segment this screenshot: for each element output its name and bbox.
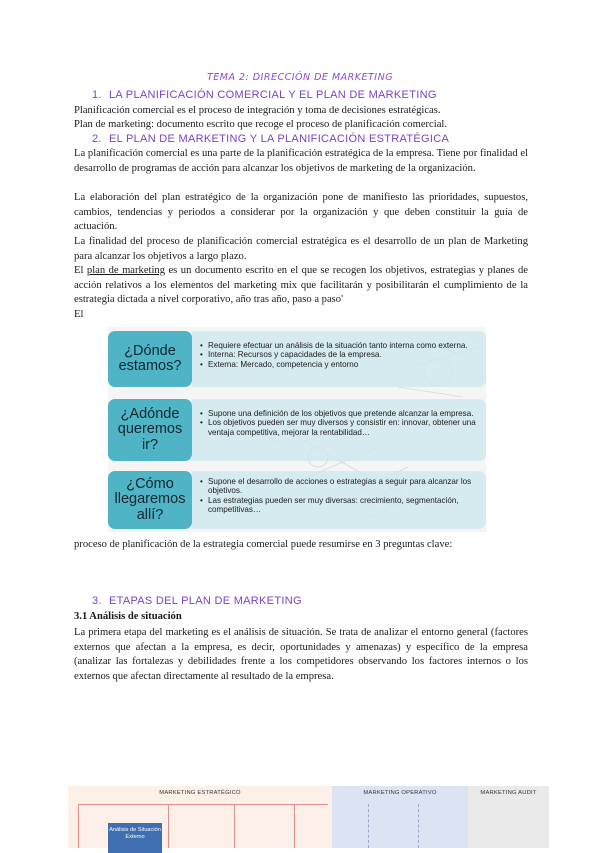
p4-rest: es un documento escrito en el que se recogen los objetivos, estrategias y planes de acción relativos a los elementos del marketing mix que facilitarán y posibilitarán el cumplimiento de la estrategia dictada a nivel corporativo, año tras año, paso a paso' [74,265,528,306]
diagram-column-line [294,804,295,848]
section-2-paragraph-3: La finalidad del proceso de planificación comercial estratégica es el desarrollo de un plan de Marketing para alcanzar los objetivos a largo plazo. [74,236,528,262]
section-2-heading [92,133,449,145]
section-2-number: 2. [92,133,102,145]
section-2-paragraph-5-start: El [74,309,84,320]
question-2-panel [192,399,486,461]
question-3-label: ¿Cómo llegaremos allí? [114,475,186,523]
zone-audit [468,786,549,848]
section-2-paragraph-5-end: proceso de planificación de la estrategia comercial puede resumirse en 3 preguntas clave: [74,539,453,550]
section-2-paragraph-4 [74,264,528,308]
diagram-column-line [234,804,235,848]
zone-strategic-label: MARKETING ESTRATÉGICO [159,790,241,796]
question-2-label: ¿Adónde queremos ir? [117,405,183,453]
three-questions-figure [108,327,486,532]
p4-prefix: El [74,265,87,276]
question-1-bullet-1: • Requiere efectuar un análisis de la situación tanto interna como externa. [200,341,478,350]
question-1-bullet-3: • Externa: Mercado, competencia y entorno [200,360,478,369]
question-3-box [108,471,192,529]
page-title: TEMA 2: DIRECCIÓN DE MARKETING [206,72,394,83]
question-1-bullet-2: • Interna: Recursos y capacidades de la empresa. [200,350,478,359]
zone-audit-label: MARKETING AUDIT [480,790,537,796]
question-3-bullet-2: • Las estrategias pueden ser muy diversas: crecimiento, segmentación, competitivas… [200,496,478,515]
situation-analysis-box: Análisis de Situación Externo [108,823,162,853]
section-3-paragraph: La primera etapa del marketing es el análisis de situación. Se trata de analizar el entorno general (factores externos que afectan a la empresa, es decir, oportunidades y amenazas) y específico de la empresa (analizar las fortalezas y debilidades frente a los competidores observando los factores internos o los externos que afectan directamente al resultado de la empresa. [74,627,528,682]
section-2-paragraph-2: La elaboración del plan estratégico de la organización pone de manifiesto las prioridades, supuestos, cambios, tendencias y periodos a considerar por la organización y que deben constituir la guía de actuación. [74,192,528,233]
diagram-column-line [418,804,419,848]
diagram-column-line [168,804,169,848]
section-2-title: EL PLAN DE MARKETING Y LA PLANIFICACIÓN ESTRATÉGICA [109,133,450,145]
section-1-heading [92,89,437,101]
question-2-bullet-2: • Los objetivos pueden ser muy diversos y consistir en: innovar, obtener una ventaja competitiva, mejorar la rentabilidad… [200,418,478,437]
plan-de-marketing-link[interactable]: plan de marketing [86,265,166,276]
section-2-paragraph-1: La planificación comercial es una parte de la planificación estratégica de la empresa. Tiene por finalidad el desarrollo de programas de acción para alcanzar los objetivos de marketing de la organización. [74,148,528,174]
diagram-top-rule [78,804,328,805]
diagram-column-line [78,804,79,848]
question-2-box [108,399,192,461]
section-3-title: ETAPAS DEL PLAN DE MARKETING [109,595,302,607]
diagram-column-line [368,804,369,848]
zone-operative [332,786,468,848]
section-1-title: LA PLANIFICACIÓN COMERCIAL Y EL PLAN DE MARKETING [109,89,437,101]
zone-operative-label: MARKETING OPERATIVO [363,790,437,796]
question-1-label: ¿Dónde estamos? [118,342,182,374]
section-3-heading [92,595,302,607]
section-1-number: 1. [92,89,102,101]
question-1-panel [192,331,486,387]
section-3-number: 3. [92,595,102,607]
question-2-bullet-1: • Supone una definición de los objetivos que pretende alcanzar la empresa. [200,409,478,418]
section-1-line-2: Plan de marketing: documento escrito que recoge el proceso de planificación comercial. [74,119,447,130]
section-3-subheading: 3.1 Análisis de situación [74,611,182,622]
question-3-bullet-1: • Supone el desarrollo de acciones o estrategias a seguir para alcanzar los objetivos. [200,477,478,496]
section-1-line-1: Planificación comercial es el proceso de integración y toma de decisiones estratégicas. [74,105,441,116]
question-3-panel [192,471,486,529]
question-1-box [108,331,192,387]
